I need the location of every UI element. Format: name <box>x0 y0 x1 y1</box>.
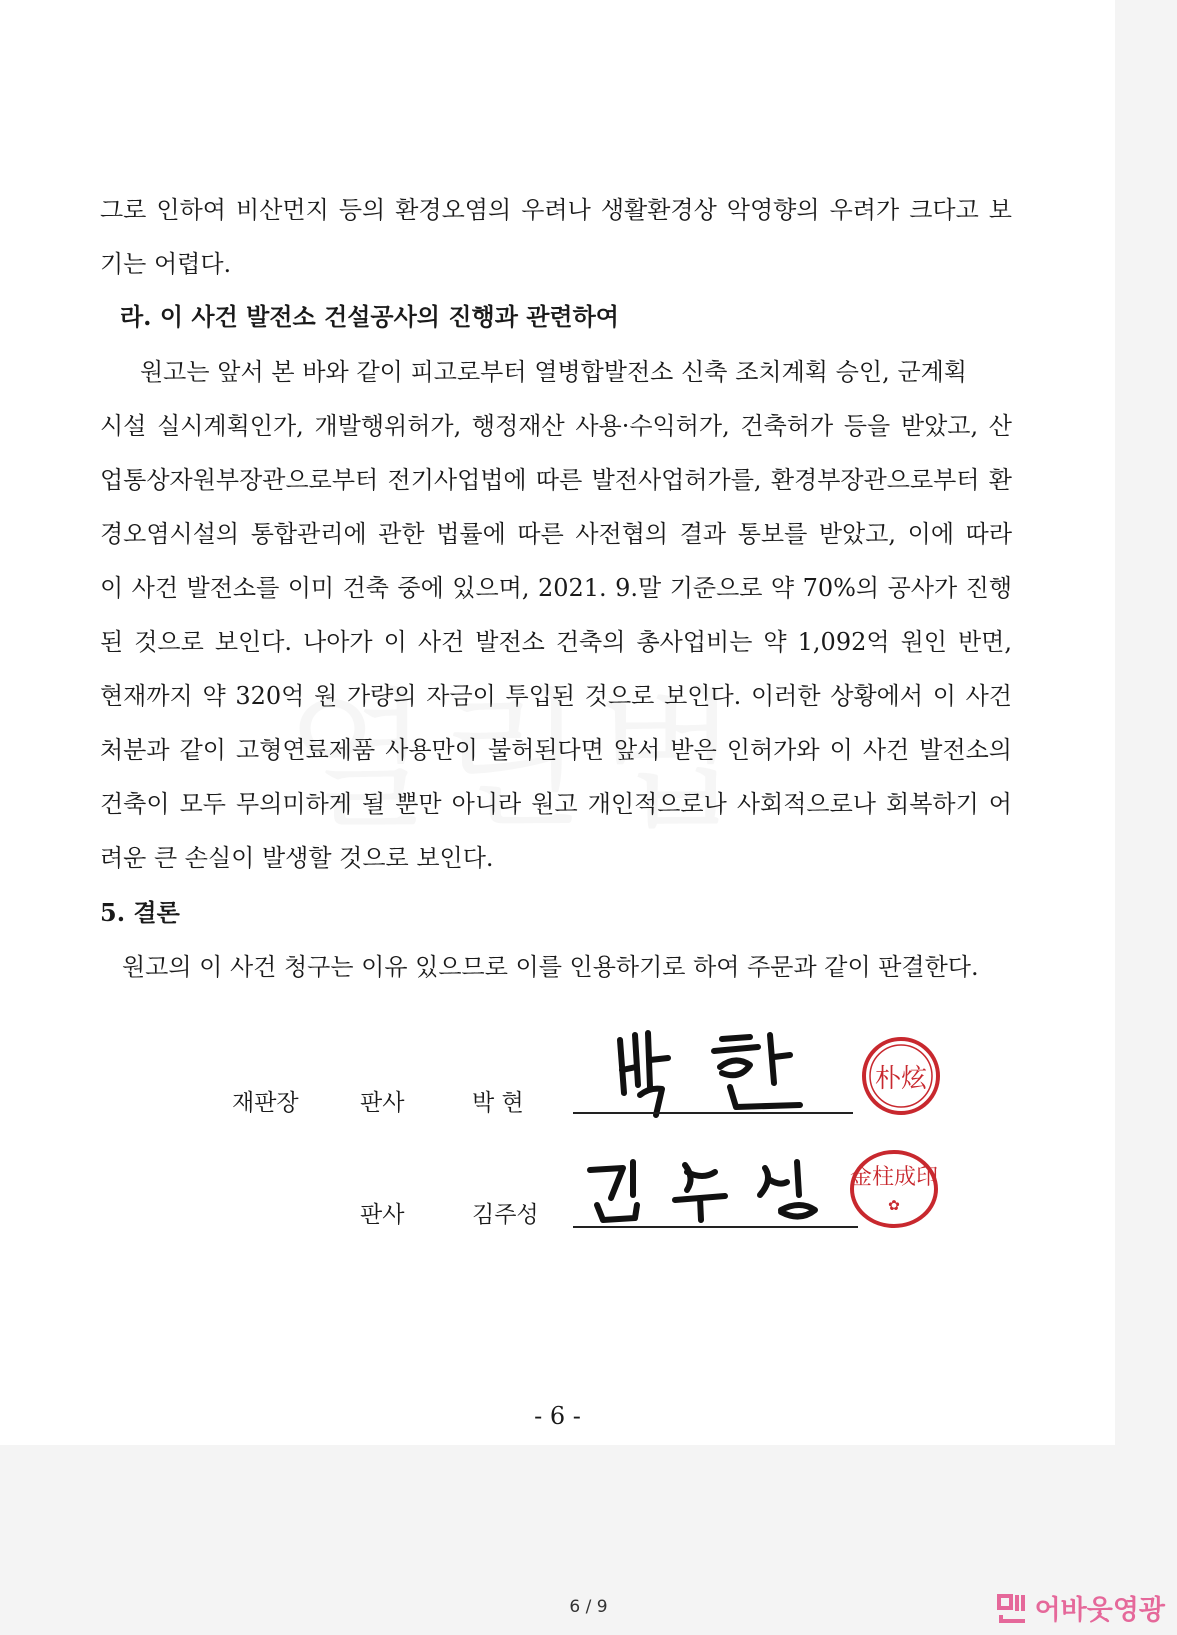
signature-line-1 <box>573 1112 853 1114</box>
section-heading-ra: 라. 이 사건 발전소 건설공사의 진행과 관련하여 <box>120 302 619 331</box>
judge-title-2: 판사 <box>360 1202 405 1228</box>
signature-line-2 <box>573 1226 858 1228</box>
brand-watermark <box>997 1588 1165 1627</box>
body-line-2: 기는 어렵다. <box>100 250 232 278</box>
body-line-12: 건축이 모두 무의미하게 될 뿐만 아니라 원고 개인적으로나 사회적으로나 회복하기 어 <box>100 790 1012 818</box>
signature-1 <box>590 1025 830 1120</box>
judge-seal-1 <box>860 1035 942 1117</box>
svg-text:朴炫: 朴炫 <box>874 1064 928 1094</box>
conclusion-text: 원고의 이 사건 청구는 이유 있으므로 이를 인용하기로 하여 주문과 같이 판결한다. <box>122 953 979 981</box>
brand-name: 어바웃영광 <box>1034 1595 1165 1626</box>
body-line-5: 시설 실시계획인가, 개발행위허가, 행정재산 사용·수익허가, 건축허가 등을 받았고, 산 <box>100 412 1012 440</box>
body-line-9: 된 것으로 보인다. 나아가 이 사건 발전소 건축의 총사업비는 약 1,092억 원인 반면, <box>100 628 1012 656</box>
body-line-6: 업통상자원부장관으로부터 전기사업법에 따른 발전사업허가를, 환경부장관으로부터 환 <box>100 466 1012 494</box>
body-line-8: 이 사건 발전소를 이미 건축 중에 있으며, 2021. 9.말 기준으로 약 70%의 공사가 진행 <box>100 574 1012 602</box>
body-line-13: 려운 큰 손실이 발생할 것으로 보인다. <box>100 844 494 872</box>
brand-logo-icon <box>997 1593 1029 1623</box>
body-line-7: 경오염시설의 통합관리에 관한 법률에 따른 사전협의 결과 통보를 받았고, 이에 따라 <box>100 520 1012 548</box>
section-heading-conclusion: 5. 결론 <box>100 898 180 927</box>
body-line-4: 원고는 앞서 본 바와 같이 피고로부터 열병합발전소 신축 조치계획 승인, 군계획 <box>140 358 967 386</box>
viewer-page-indicator: 6 / 9 <box>569 1597 608 1617</box>
body-line-1: 그로 인하여 비산먼지 등의 환경오염의 우려나 생활환경상 악영향의 우려가 크다고 보 <box>100 196 1012 224</box>
judge-name-1: 박 현 <box>472 1090 524 1116</box>
svg-text:金柱成印: 金柱成印 <box>849 1165 939 1190</box>
judge-seal-2 <box>848 1148 940 1230</box>
signature-2 <box>575 1150 835 1230</box>
body-line-11: 처분과 같이 고형연료제품 사용만이 불허된다면 앞서 받은 인허가와 이 사건 발전소의 <box>100 736 1012 764</box>
body-line-10: 현재까지 약 320억 원 가량의 자금이 투입된 것으로 보인다. 이러한 상황에서 이 사건 <box>100 682 1012 710</box>
judge-title-1: 판사 <box>360 1090 405 1116</box>
page-number: - 6 - <box>534 1402 581 1430</box>
judge-name-2: 김주성 <box>472 1202 539 1228</box>
svg-text:✿: ✿ <box>888 1198 900 1214</box>
presiding-judge-label: 재판장 <box>232 1090 299 1116</box>
